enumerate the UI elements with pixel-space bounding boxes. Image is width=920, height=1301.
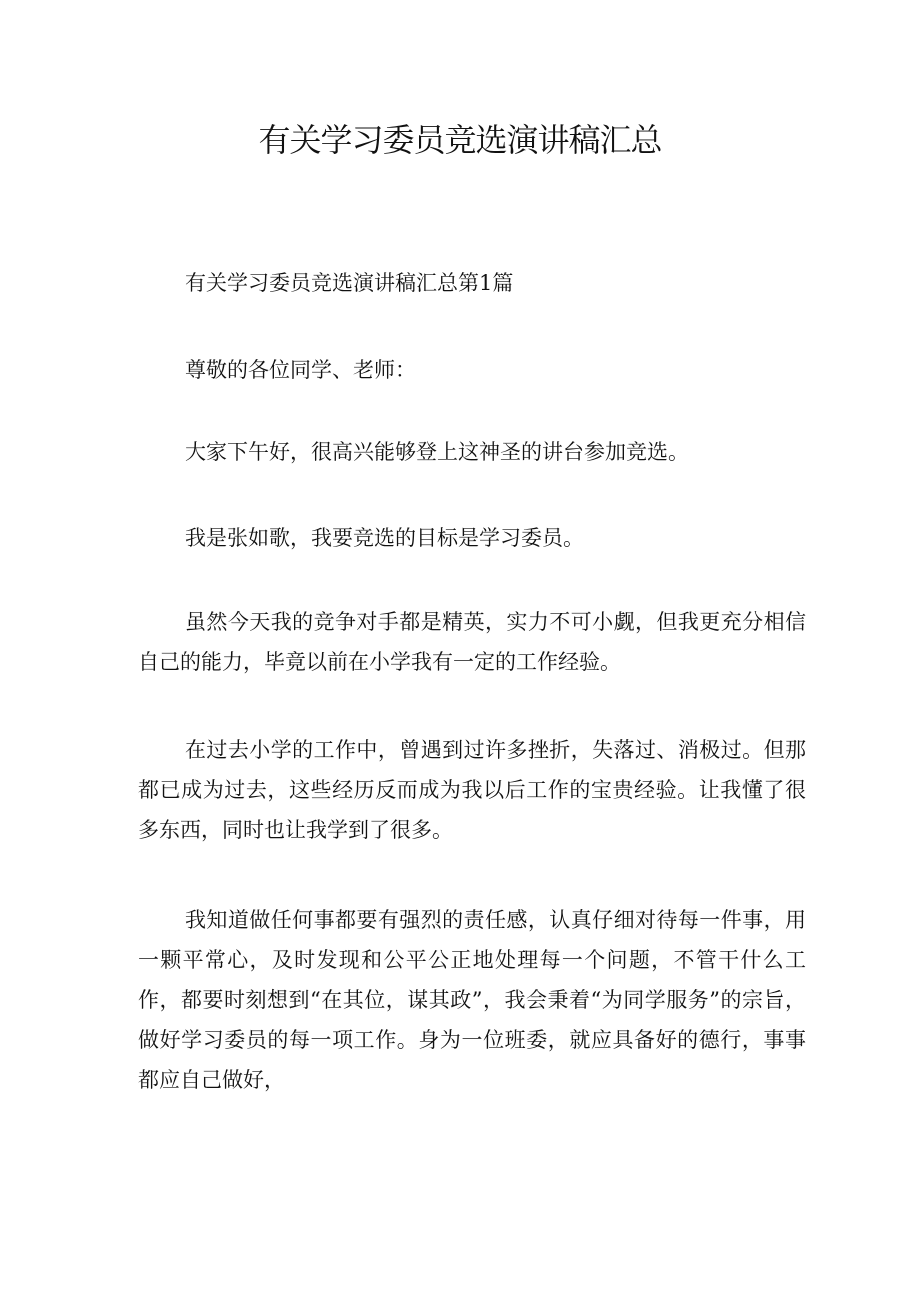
paragraph-greeting: 尊敬的各位同学、老师： <box>185 358 416 382</box>
section-heading: 有关学习委员竞选演讲稿汇总第1篇 <box>185 271 514 295</box>
paragraph-introduction: 我是张如歌，我要竞选的目标是学习委员。 <box>185 526 584 550</box>
paragraph-experience: 在过去小学的工作中，曾遇到过许多挫折，失落过、消极过。但那都已成为过去，这些经历反而成为我以后工作的宝贵经验。让我懂了很多东西，同时也让我学到了很多。 <box>138 738 806 842</box>
document-title: 有关学习委员竞选演讲稿汇总 <box>258 121 662 159</box>
paragraph-confidence: 虽然今天我的竞争对手都是精英，实力不可小觑，但我更充分相信自己的能力，毕竟以前在小学我有一定的工作经验。 <box>138 610 806 674</box>
paragraph-responsibility: 我知道做任何事都要有强烈的责任感，认真仔细对待每一件事，用一颗平常心，及时发现和公平公正地处理每一个问题，不管干什么工作，都要时刻想到“在其位，谋其政”，我会秉着“为同学服务”的宗旨，做好学习委员的每一项工作。身为一位班委，就应具备好的德行，事事都应自己做好， <box>138 908 806 1092</box>
paragraph-opening: 大家下午好，很高兴能够登上这神圣的讲台参加竞选。 <box>185 440 689 464</box>
